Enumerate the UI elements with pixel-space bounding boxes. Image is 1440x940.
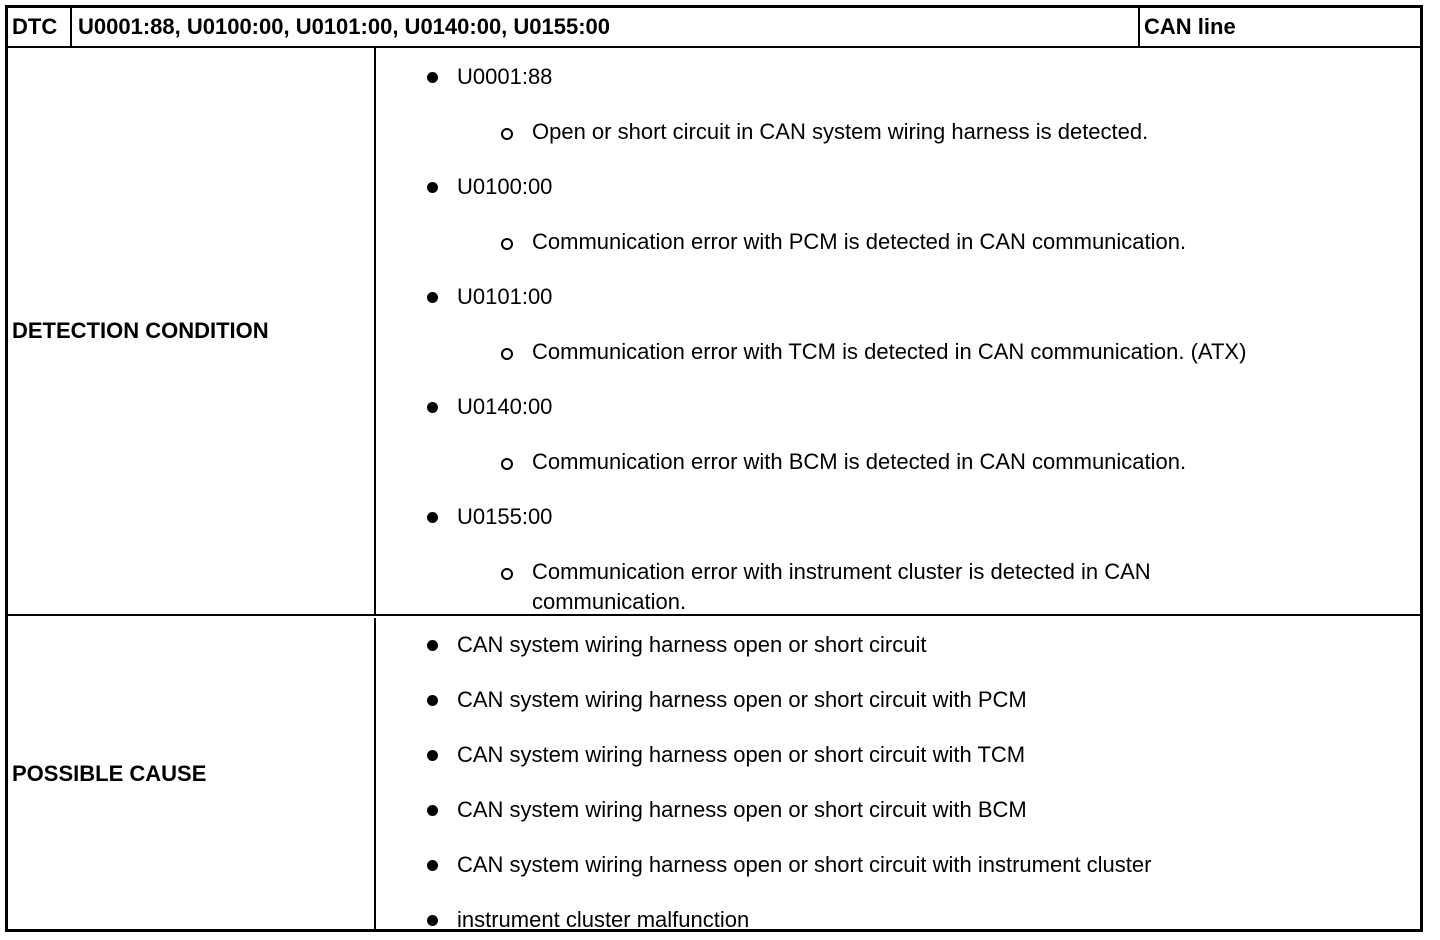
detection-condition-row bbox=[8, 48, 1420, 616]
cause-item: CAN system wiring harness open or short circuit with instrument cluster bbox=[457, 852, 1152, 877]
dtc-label: DTC bbox=[8, 8, 72, 46]
possible-cause-content bbox=[376, 618, 1420, 932]
cause-item: CAN system wiring harness open or short circuit with BCM bbox=[457, 797, 1027, 822]
detection-detail: Communication error with PCM is detected in CAN communication. bbox=[532, 229, 1187, 254]
sub-bullet-icon bbox=[501, 348, 513, 360]
detection-detail: Communication error with BCM is detected in CAN communication. bbox=[532, 449, 1187, 474]
detection-code: U0155:00 bbox=[457, 504, 553, 529]
possible-cause-label bbox=[8, 618, 376, 929]
detection-condition-label bbox=[8, 48, 376, 614]
bullet-icon bbox=[427, 182, 438, 193]
bullet-icon bbox=[427, 915, 438, 926]
cause-item: CAN system wiring harness open or short circuit with PCM bbox=[457, 687, 1027, 712]
dtc-header-row bbox=[8, 8, 1420, 48]
detection-detail: Open or short circuit in CAN system wiring harness is detected. bbox=[532, 119, 1149, 144]
bullet-icon bbox=[427, 72, 438, 83]
detection-detail: Communication error with TCM is detected in CAN communication. (ATX) bbox=[532, 339, 1247, 364]
dtc-system: CAN line bbox=[1144, 14, 1236, 39]
possible-cause-row bbox=[8, 618, 1420, 932]
bullet-icon bbox=[427, 750, 438, 761]
detection-condition-label-text: DETECTION CONDITION bbox=[12, 318, 269, 343]
cause-item: CAN system wiring harness open or short circuit with TCM bbox=[457, 742, 1026, 767]
bullet-icon bbox=[427, 402, 438, 413]
cause-item: instrument cluster malfunction bbox=[457, 907, 750, 932]
sub-bullet-icon bbox=[501, 458, 513, 470]
sub-bullet-icon bbox=[501, 568, 513, 580]
detection-detail: Communication error with instrument cluster is detected in CAN communication. bbox=[532, 559, 1151, 614]
bullet-icon bbox=[427, 860, 438, 871]
detection-code: U0101:00 bbox=[457, 284, 553, 309]
bullet-icon bbox=[427, 805, 438, 816]
detection-code: U0100:00 bbox=[457, 174, 553, 199]
sub-bullet-icon bbox=[501, 238, 513, 250]
detection-code: U0140:00 bbox=[457, 394, 553, 419]
cause-item: CAN system wiring harness open or short circuit bbox=[457, 632, 927, 657]
detection-code: U0001:88 bbox=[457, 64, 553, 89]
possible-cause-label-text: POSSIBLE CAUSE bbox=[12, 760, 207, 786]
bullet-icon bbox=[427, 292, 438, 303]
bullet-icon bbox=[427, 512, 438, 523]
sub-bullet-icon bbox=[501, 128, 513, 140]
bullet-icon bbox=[427, 640, 438, 651]
dtc-table bbox=[5, 5, 1423, 932]
dtc-codes: U0001:88, U0100:00, U0101:00, U0140:00, U0155:00 bbox=[72, 8, 1140, 46]
bullet-icon bbox=[427, 695, 438, 706]
detection-condition-content bbox=[376, 48, 1420, 614]
